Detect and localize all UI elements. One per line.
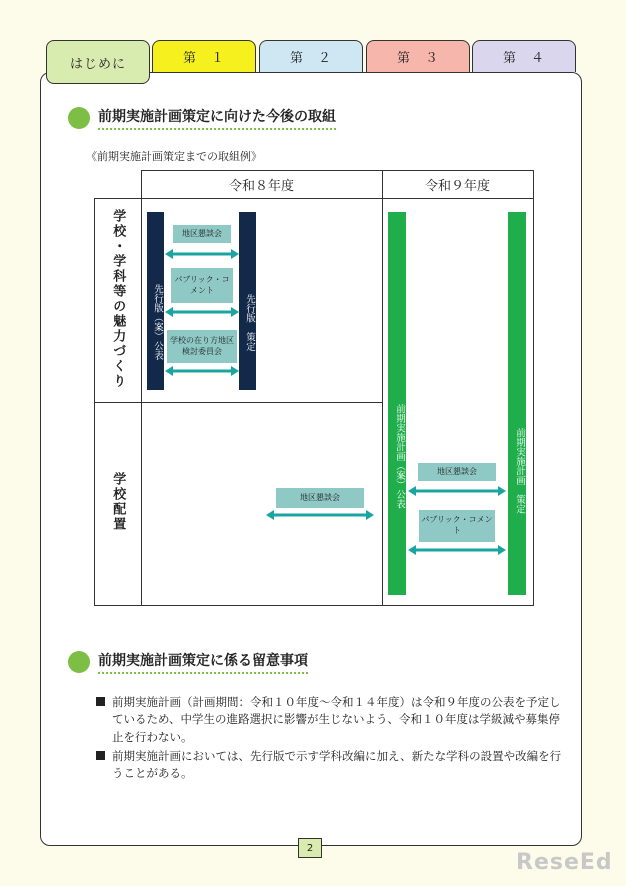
tab-introduction-label: はじめに [69, 56, 126, 72]
arrow-double-3 [165, 366, 239, 376]
note-item-2 [96, 748, 562, 783]
note-item-2-text: 前期実施計画においては、先行版で示す学科改編に加え、新たな学科の設置や改編を行うことがある。 [112, 749, 562, 781]
bullet-circle-icon [68, 107, 90, 129]
section-heading-2 [68, 650, 308, 674]
arrow-double-5 [408, 486, 506, 496]
schedule-caption: 《前期実施計画策定までの取組例》 [86, 150, 262, 163]
bar-advance-decision [239, 212, 256, 390]
row-label-placement-text: 学校配置 [110, 472, 126, 532]
bar-plan-decision-text: 前期実施計画 策定 [514, 428, 525, 514]
box-public-comment-1: パブリック・コメント [171, 268, 233, 303]
header-reiwa8: 令和８年度 [141, 171, 382, 199]
tab-chapter-2[interactable] [259, 40, 363, 72]
bar-plan-draft-release-text: 前期実施計画（案）公表 [394, 403, 405, 509]
box-district-meeting-1: 地区懇談会 [173, 225, 231, 243]
bar-draft-release [147, 212, 164, 390]
resed-logo: ReseEd [516, 850, 613, 875]
square-bullet-icon [96, 697, 105, 706]
arrow-double-1 [165, 249, 239, 259]
row-label-attractiveness-text: 学校・学科等の魅力づくり [110, 208, 126, 389]
arrow-double-4 [266, 510, 374, 520]
section-heading-1 [68, 106, 336, 130]
tab-chapter-1[interactable] [152, 40, 256, 72]
square-bullet-icon [96, 751, 105, 760]
tab-introduction[interactable] [46, 40, 150, 84]
box-committee: 学校の在り方地区検討委員会 [167, 330, 237, 363]
row-label-placement [95, 403, 142, 606]
tab-chapter-1-label: 第 １ [182, 51, 225, 66]
section-heading-2-text: 前期実施計画策定に係る留意事項 [98, 650, 308, 674]
box-district-meeting-3: 地区懇談会 [418, 463, 496, 481]
tab-chapter-4-label: 第 ４ [502, 51, 545, 66]
note-item-1 [96, 694, 562, 746]
page-number: 2 [298, 838, 322, 858]
bar-plan-decision [508, 212, 526, 595]
bullet-circle-icon [68, 651, 90, 673]
tab-chapter-3[interactable] [366, 40, 470, 72]
header-reiwa9: 令和９年度 [382, 171, 533, 199]
tab-chapter-2-label: 第 ２ [289, 51, 332, 66]
tab-chapter-3-label: 第 ３ [396, 51, 439, 66]
box-district-meeting-2: 地区懇談会 [276, 488, 364, 508]
row-label-attractiveness [95, 199, 142, 403]
arrow-double-2 [165, 307, 239, 317]
bar-draft-release-text: 先行版（案）公表 [152, 284, 163, 360]
box-public-comment-2: パブリック・コメント [419, 510, 495, 542]
note-item-1-text: 前期実施計画（計画期間：令和１０年度～令和１４年度）は令和９年度の公表を予定しているため、中学生の進路選択に影響が生じないよう、令和１０年度は学級減や募集停止を行わない。 [112, 695, 561, 744]
bar-advance-decision-text: 先行版 策定 [244, 293, 255, 351]
arrow-double-6 [408, 545, 506, 555]
bar-plan-draft-release [388, 212, 406, 595]
section-heading-1-text: 前期実施計画策定に向けた今後の取組 [98, 106, 336, 130]
tab-chapter-4[interactable] [472, 40, 576, 72]
